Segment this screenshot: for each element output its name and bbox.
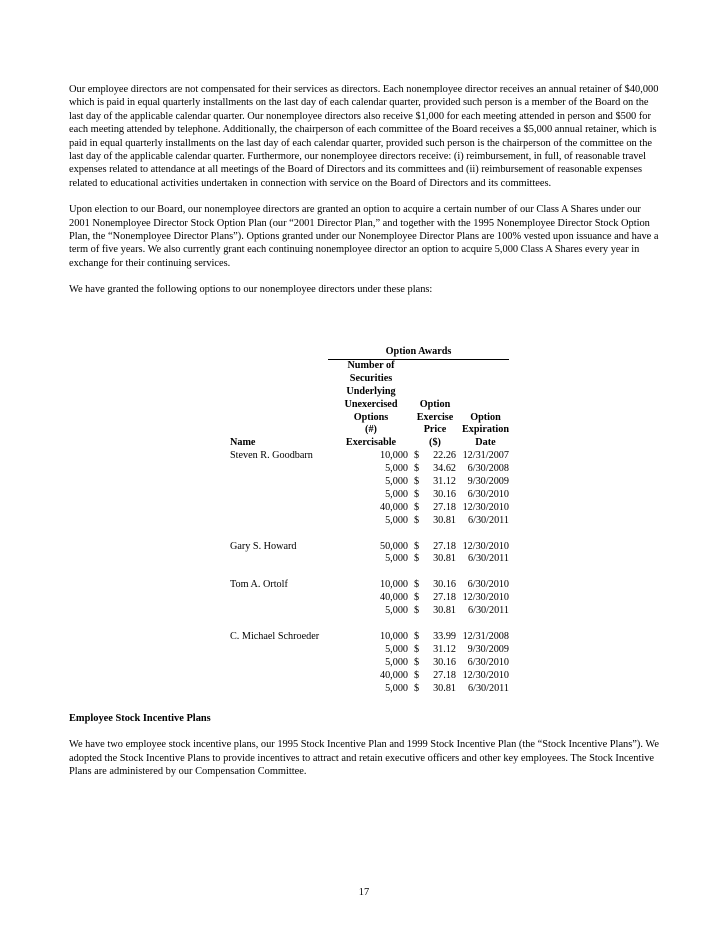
- table-row: [230, 683, 509, 696]
- options-exercisable: 5,000: [385, 488, 408, 500]
- exercise-price: 30.16: [433, 488, 456, 500]
- options-exercisable: 5,000: [385, 643, 408, 655]
- exercise-price: 30.81: [433, 605, 456, 617]
- currency-symbol: $: [414, 682, 420, 694]
- exercise-price: 27.18: [433, 592, 456, 604]
- exercise-price: 30.16: [433, 656, 456, 668]
- exercise-price: 34.62: [433, 463, 456, 475]
- options-exercisable: 40,000: [379, 669, 408, 681]
- currency-symbol: $: [414, 553, 420, 565]
- currency-symbol: $: [414, 579, 420, 591]
- exercise-price: 30.81: [433, 514, 456, 526]
- expiration-date: 6/30/2008: [467, 463, 509, 475]
- options-exercisable: 40,000: [379, 592, 408, 604]
- table-row: [230, 450, 509, 463]
- expiration-date: 12/30/2010: [462, 501, 509, 513]
- director-name: [230, 670, 328, 683]
- expiration-date: 12/30/2010: [462, 669, 509, 681]
- currency-symbol: $: [414, 669, 420, 681]
- header-exercise-price: Option Exercise Price ($): [416, 398, 454, 449]
- exercise-price: 30.81: [433, 682, 456, 694]
- expiration-date: 12/31/2007: [462, 450, 509, 462]
- table-row: [230, 502, 509, 515]
- header-expiration-date: Option Expiration Date: [462, 411, 509, 449]
- currency-symbol: $: [414, 450, 420, 462]
- currency-symbol: $: [414, 656, 420, 668]
- table-row: [230, 476, 509, 489]
- table-row: [230, 631, 509, 644]
- exercise-price: 30.81: [433, 553, 456, 565]
- options-exercisable: 5,000: [385, 476, 408, 488]
- director-name: [230, 683, 328, 696]
- expiration-date: 6/30/2011: [468, 514, 509, 526]
- exercise-price: 22.26: [433, 450, 456, 462]
- table-row: [230, 605, 509, 618]
- document-body: [69, 83, 664, 310]
- exercise-price: 31.12: [433, 476, 456, 488]
- currency-symbol: $: [414, 488, 420, 500]
- director-name: [230, 644, 328, 657]
- director-name: [230, 605, 328, 618]
- currency-symbol: $: [414, 540, 420, 552]
- expiration-date: 6/30/2011: [468, 553, 509, 565]
- options-exercisable: 5,000: [385, 682, 408, 694]
- paragraph-option-plans: Upon election to our Board, our nonemployee directors are granted an option to acquire a certain number of our Class A Shares under our 2001 Nonemployee Director Stock Option Plan (our “2001 Director Plan,” and together with the 1995 Nonemployee Director Stock Option Plan, the “Nonemployee Director Plans”). Options granted under our Nonemployee Director Plans are 100% vested upon issuance and have a term of five years. We also currently grant each continuing nonemployee director an option to acquire 5,000 Class A Shares every year in exchange for their continuing services.: [69, 204, 659, 269]
- exercise-price: 27.18: [433, 540, 456, 552]
- paragraph-incentive-plans: We have two employee stock incentive plans, our 1995 Stock Incentive Plan and 1999 Stock Incentive Plan (the “Stock Incentive Plans”). We adopted the Stock Incentive Plans to provide incentives to attract and retain executive officers and other key employees. The Stock Incentive Plans are administered by our Compensation Committee.: [69, 739, 659, 778]
- currency-symbol: $: [414, 630, 420, 642]
- table-row: [230, 579, 509, 592]
- director-name: [230, 502, 328, 515]
- table-row: [230, 592, 509, 605]
- section-heading: Employee Stock Incentive Plans: [69, 713, 211, 724]
- exercise-price: 27.18: [433, 669, 456, 681]
- option-awards-header: Option Awards: [328, 346, 509, 359]
- expiration-date: 12/31/2008: [462, 630, 509, 642]
- director-name: [230, 553, 328, 566]
- director-name: Steven R. Goodbarn: [230, 450, 313, 462]
- table-row: [230, 463, 509, 476]
- options-exercisable: 40,000: [379, 501, 408, 513]
- currency-symbol: $: [414, 643, 420, 655]
- header-name: Name: [230, 437, 256, 449]
- expiration-date: 6/30/2011: [468, 682, 509, 694]
- option-awards-body: [230, 450, 509, 695]
- table-row: [230, 657, 509, 670]
- expiration-date: 6/30/2010: [467, 488, 509, 500]
- exercise-price: 27.18: [433, 501, 456, 513]
- options-exercisable: 5,000: [385, 656, 408, 668]
- director-name: [230, 489, 328, 502]
- table-row: [230, 541, 509, 554]
- table-row: [230, 670, 509, 683]
- expiration-date: 9/30/2009: [467, 643, 509, 655]
- currency-symbol: $: [414, 592, 420, 604]
- row-spacer: [230, 566, 509, 579]
- director-name: Tom A. Ortolf: [230, 579, 288, 591]
- table-row: [230, 553, 509, 566]
- exercise-price: 31.12: [433, 643, 456, 655]
- options-exercisable: 5,000: [385, 514, 408, 526]
- expiration-date: 12/30/2010: [462, 540, 509, 552]
- options-exercisable: 5,000: [385, 463, 408, 475]
- exercise-price: 33.99: [433, 630, 456, 642]
- options-exercisable: 10,000: [379, 579, 408, 591]
- row-spacer: [230, 618, 509, 631]
- director-name: [230, 657, 328, 670]
- director-name: C. Michael Schroeder: [230, 630, 320, 642]
- expiration-date: 6/30/2010: [467, 579, 509, 591]
- options-exercisable: 5,000: [385, 553, 408, 565]
- currency-symbol: $: [414, 514, 420, 526]
- director-name: [230, 592, 328, 605]
- currency-symbol: $: [414, 605, 420, 617]
- exercise-price: 30.16: [433, 579, 456, 591]
- currency-symbol: $: [414, 501, 420, 513]
- options-exercisable: 10,000: [379, 450, 408, 462]
- director-name: [230, 515, 328, 528]
- row-spacer: [230, 528, 509, 541]
- options-exercisable: 50,000: [379, 540, 408, 552]
- expiration-date: 9/30/2009: [467, 476, 509, 488]
- table-row: [230, 515, 509, 528]
- page-number: 17: [358, 887, 370, 898]
- director-name: [230, 476, 328, 489]
- director-name: Gary S. Howard: [230, 540, 297, 552]
- table-row: [230, 489, 509, 502]
- currency-symbol: $: [414, 476, 420, 488]
- table-row: [230, 644, 509, 657]
- expiration-date: 6/30/2010: [467, 656, 509, 668]
- paragraph-director-compensation: Our employee directors are not compensated for their services as directors. Each nonemployee director receives an annual retainer of $40,000 which is paid in equal quarterly installments on the last day of each calendar quarter, provided such person is a member of the Board on the last day of the applicable calendar quarter. Our nonemployee directors also receive $1,000 for each meeting attended in person and $500 for each meeting attended by telephone. Additionally, the chairperson of each committee of the Board receives a $5,000 annual retainer, which is paid in equal quarterly installments on the last day of each calendar quarter, provided such person is the chairperson of the committee on the last day of the applicable calendar quarter. Furthermore, our nonemployee directors receive: (i) reimbursement, in full, of reasonable travel expenses related to attendance at all meetings of the Board of Directors and its committees and (ii) reimbursement of reasonable expenses related to educational activities undertaken in connection with service on the Board of Directors and its committees.: [69, 84, 659, 189]
- paragraph-granted-intro: We have granted the following options to our nonemployee directors under these plans:: [69, 284, 433, 296]
- option-awards-table: [230, 346, 509, 695]
- options-exercisable: 10,000: [379, 630, 408, 642]
- expiration-date: 6/30/2011: [468, 605, 509, 617]
- expiration-date: 12/30/2010: [462, 592, 509, 604]
- currency-symbol: $: [414, 463, 420, 475]
- header-exercisable: Number of Securities Underlying Unexercised Options (#) Exercisable: [344, 359, 398, 449]
- director-name: [230, 463, 328, 476]
- options-exercisable: 5,000: [385, 605, 408, 617]
- incentive-section: [69, 712, 664, 792]
